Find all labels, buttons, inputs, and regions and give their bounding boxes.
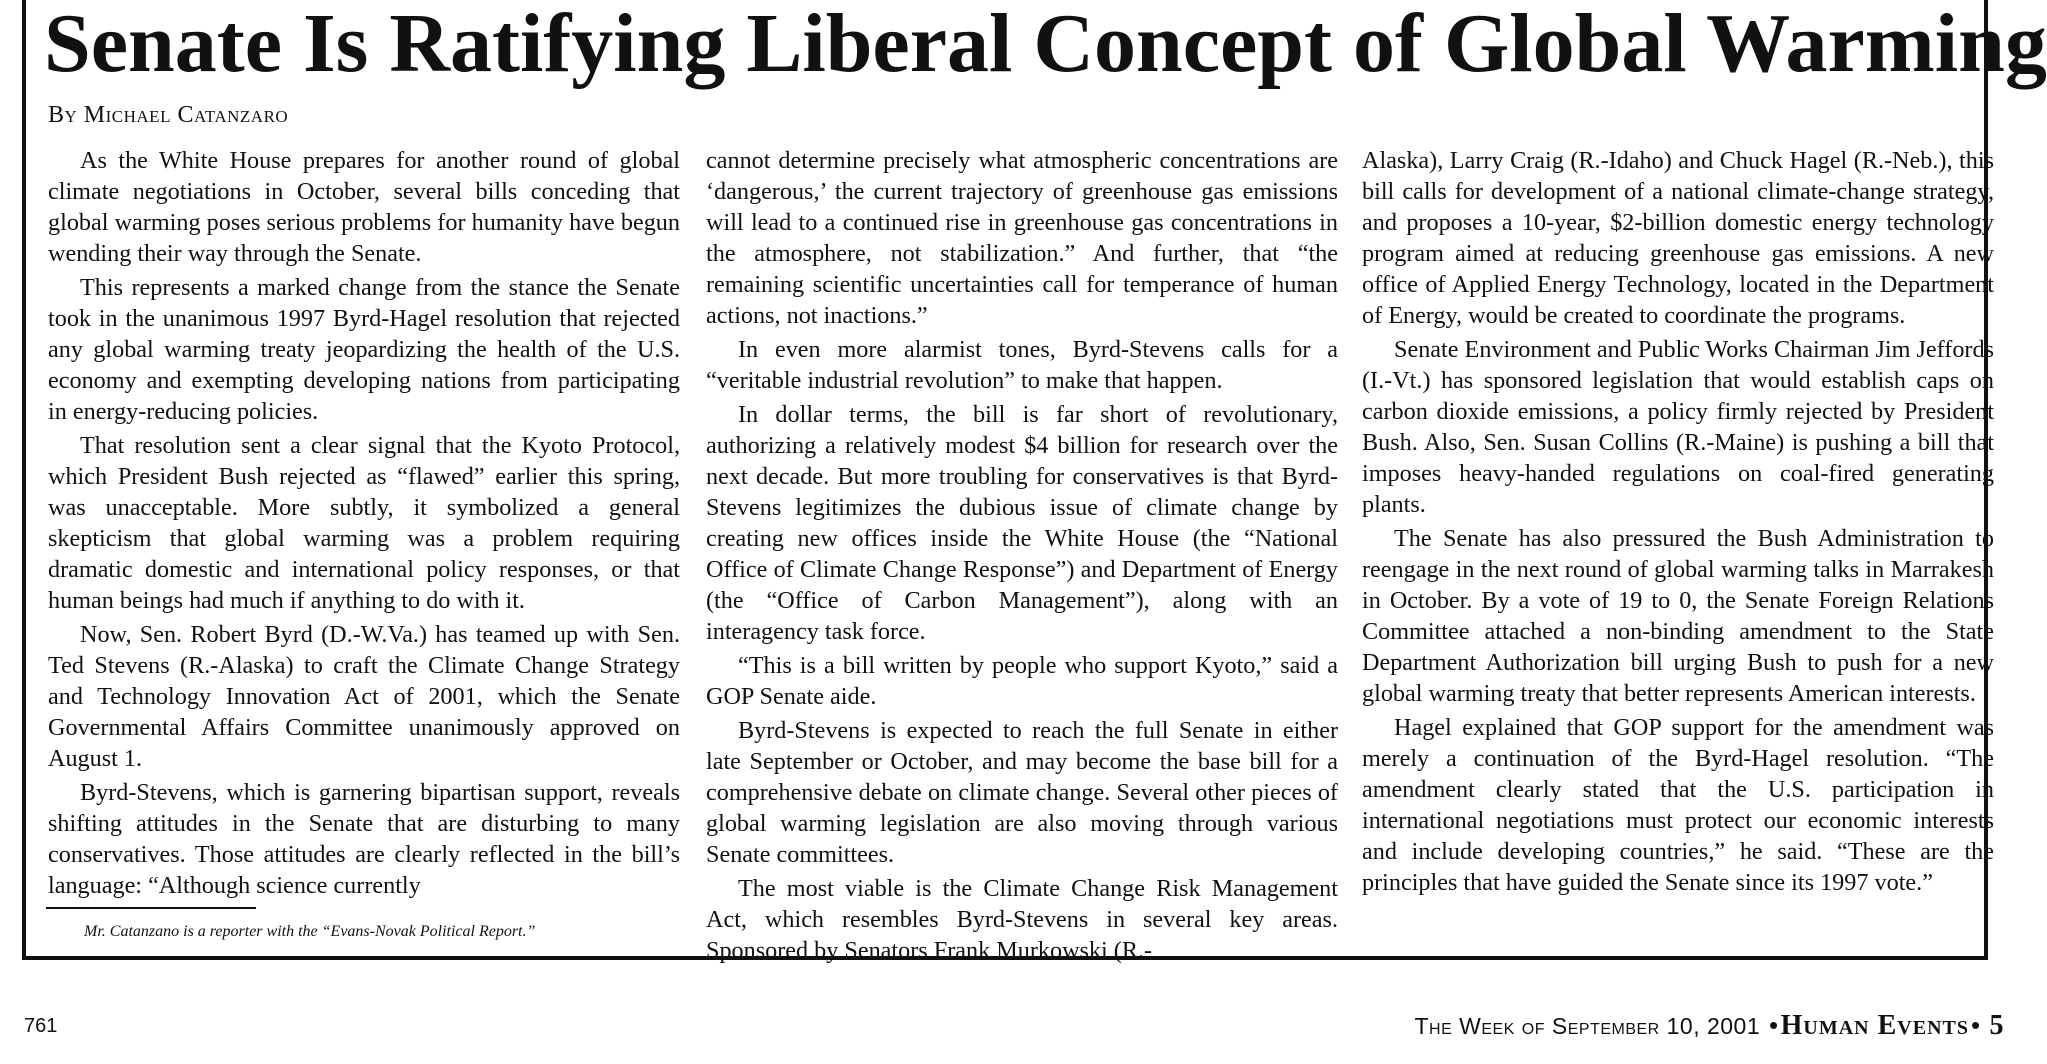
byline: By Michael Catanzaro <box>48 102 289 128</box>
headline: Senate Is Ratifying Liberal Concept of Global Warming <box>44 0 2047 90</box>
paragraph: As the White House prepares for another round of global climate negotiations in October, several bills conceding that global warming poses serious problems for humanity have begun wending their way through the Senate. <box>48 147 680 267</box>
footnote-divider <box>46 907 256 909</box>
paragraph: In dollar terms, the bill is far short of revolutionary, authorizing a relatively modest $4 billion for research over the next decade. But more troubling for conservatives is that Byrd-Stevens legitimizes the dubious issue of climate change by creating new offices inside the White House (the “National Office of Climate Change Response”) and Department of Energy (the “Office of Carbon Management”), along with an interagency task force. <box>706 401 1338 645</box>
paragraph: “This is a bill written by people who support Kyoto,” said a GOP Senate aide. <box>706 652 1338 710</box>
issue-page-number: 5 <box>1989 1010 2004 1041</box>
article-column-1 <box>48 145 680 899</box>
paragraph: Hagel explained that GOP support for the amendment was merely a continuation of the Byrd-Hagel resolution. “The amendment clearly stated that the U.S. participation in international negotiations must protect our economic interests and include developing countries,” he said. “These are the principles that have guided the Senate since its 1997 vote.” <box>1362 714 1994 896</box>
paragraph: cannot determine precisely what atmospheric concentrations are ‘dangerous,’ the current trajectory of greenhouse gas emissions will lead to a continued rise in greenhouse gas concentrations in the atmosphere, not stabilization.” And further, that “the remaining scientific uncertainties call for temperance of human actions, not inactions.” <box>706 147 1338 329</box>
paragraph: This represents a marked change from the stance the Senate took in the unanimous 1997 Byrd-Hagel resolution that rejected any global warming treaty jeopardizing the health of the U.S. economy and exempting developing nations from participating in energy-reducing policies. <box>48 274 680 425</box>
paragraph: Alaska), Larry Craig (R.-Idaho) and Chuck Hagel (R.-Neb.), this bill calls for development of a national climate-change strategy, and proposes a 10-year, $2-billion domestic energy technology program aimed at reducing greenhouse gas emissions. A new office of Applied Energy Technology, located in the Department of Energy, would be created to coordinate the programs. <box>1362 147 1994 329</box>
page-number: 761 <box>24 1015 58 1037</box>
paragraph: Byrd-Stevens is expected to reach the full Senate in either late September or October, and may become the base bill for a comprehensive debate on climate change. Several other pieces of global warming legislation are also moving through various Senate committees. <box>706 717 1338 868</box>
publication-name: Human Events <box>1780 1010 1969 1041</box>
paragraph: Senate Environment and Public Works Chairman Jim Jeffords (I.-Vt.) has sponsored legislation that would establish caps on carbon dioxide emissions, a policy firmly rejected by President Bush. Also, Sen. Susan Collins (R.-Maine) is pushing a bill that imposes heavy-handed regulations on coal-fired generating plants. <box>1362 336 1994 518</box>
author-footnote: Mr. Catanzano is a reporter with the “Evans-Novak Political Report.” <box>84 923 536 940</box>
paragraph: The most viable is the Climate Change Risk Management Act, which resembles Byrd-Stevens in several key areas. Sponsored by Senators Frank Murkowski (R.- <box>706 875 1338 964</box>
publication-footer <box>1414 1010 2004 1042</box>
paragraph: Byrd-Stevens, which is garnering bipartisan support, reveals shifting attitudes in the Senate that are disturbing to many conservatives. Those attitudes are clearly reflected in the bill’s language: “Although science currently <box>48 779 680 899</box>
paragraph: In even more alarmist tones, Byrd-Stevens calls for a “veritable industrial revolution” to make that happen. <box>706 336 1338 394</box>
bullet-icon: • <box>1769 1010 1779 1040</box>
issue-date: The Week of September 10, 2001 <box>1414 1013 1761 1039</box>
paragraph: The Senate has also pressured the Bush Administration to reengage in the next round of global warming talks in Marrakesh in October. By a vote of 19 to 0, the Senate Foreign Relations Committee attached a non-binding amendment to the State Department Authorization bill urging Bush to push for a new global warming treaty that better represents American interests. <box>1362 525 1994 707</box>
article-column-3 <box>1362 145 1994 945</box>
paragraph: Now, Sen. Robert Byrd (D.-W.Va.) has teamed up with Sen. Ted Stevens (R.-Alaska) to craft the Climate Change Strategy and Technology Innovation Act of 2001, which the Senate Governmental Affairs Committee unanimously approved on August 1. <box>48 621 680 772</box>
bullet-icon: • <box>1971 1010 1981 1040</box>
article-column-2 <box>706 145 1338 964</box>
paragraph: That resolution sent a clear signal that the Kyoto Protocol, which President Bush rejected as “flawed” earlier this spring, was unacceptable. More subtly, it symbolized a general skepticism that global warming was a problem requiring dramatic domestic and international policy responses, or that human beings had much if anything to do with it. <box>48 432 680 614</box>
